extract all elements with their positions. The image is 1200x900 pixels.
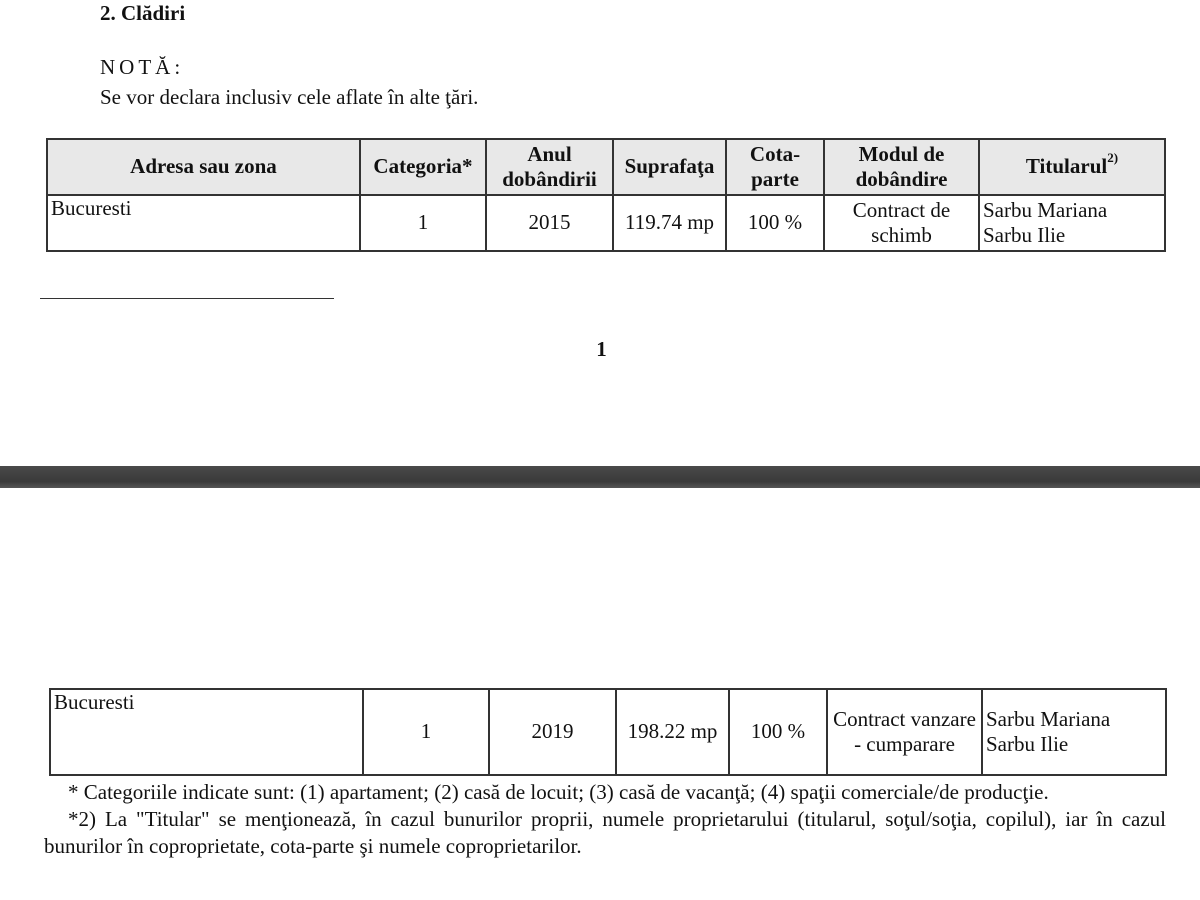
cell-cota: 100 % xyxy=(729,689,827,775)
table-header-row xyxy=(47,139,1165,195)
section-title: 2. Clădiri xyxy=(100,1,186,25)
cell-suprafata: 198.22 mp xyxy=(616,689,729,775)
header-cota: Cota-parte xyxy=(726,139,824,195)
cell-titular xyxy=(979,195,1165,251)
cell-cota: 100 % xyxy=(726,195,824,251)
footnote-titular: *2) La "Titular" se menţionează, în cazul bunurilor proprii, numele proprietarului (titularul, soţul/soţia, copilul), iar în cazul bunurilor în coproprietate, cota-parte şi numele coproprietarilor. xyxy=(44,807,1166,858)
titular-name: Sarbu Mariana xyxy=(986,706,1111,731)
buildings-table-continued xyxy=(49,688,1167,776)
cell-suprafata: 119.74 mp xyxy=(613,195,726,251)
header-categoria: Categoria* xyxy=(360,139,486,195)
titular-name: Sarbu Mariana xyxy=(983,197,1108,222)
footnote-categories: * Categoriile indicate sunt: (1) apartament; (2) casă de locuit; (3) casă de vacanţă; (4) spaţii comerciale/de producţie. xyxy=(68,780,1049,804)
cell-titular xyxy=(982,689,1166,775)
page-number: 1 xyxy=(596,337,607,361)
cell-modul: Contract vanzare - cumparare xyxy=(827,689,982,775)
cell-adresa: Bucuresti xyxy=(47,195,360,251)
footnote-divider xyxy=(40,298,334,299)
footnotes xyxy=(44,779,1166,860)
nota-title: NOTĂ: xyxy=(100,55,185,79)
cell-adresa: Bucuresti xyxy=(50,689,363,775)
header-titularul-label: Titularul xyxy=(1025,154,1108,179)
page-separator xyxy=(0,466,1200,488)
titular-name: Sarbu Ilie xyxy=(983,223,1066,247)
nota-text: Se vor declara inclusiv cele aflate în alte ţări. xyxy=(100,85,479,109)
titular-name: Sarbu Ilie xyxy=(986,732,1069,756)
header-adresa: Adresa sau zona xyxy=(47,139,360,195)
header-titularul xyxy=(979,139,1165,195)
header-suprafata: Suprafaţa xyxy=(613,139,726,195)
table-row xyxy=(47,195,1165,251)
cell-categoria: 1 xyxy=(363,689,489,775)
buildings-table xyxy=(46,138,1166,252)
cell-anul: 2015 xyxy=(486,195,613,251)
cell-categoria: 1 xyxy=(360,195,486,251)
document-page-2 xyxy=(0,488,1200,900)
table-row xyxy=(50,689,1166,775)
header-anul: Anul dobândirii xyxy=(486,139,613,195)
header-titularul-sup: 2) xyxy=(1107,150,1119,166)
header-modul: Modul de dobândire xyxy=(824,139,979,195)
cell-anul: 2019 xyxy=(489,689,616,775)
cell-modul: Contract de schimb xyxy=(824,195,979,251)
